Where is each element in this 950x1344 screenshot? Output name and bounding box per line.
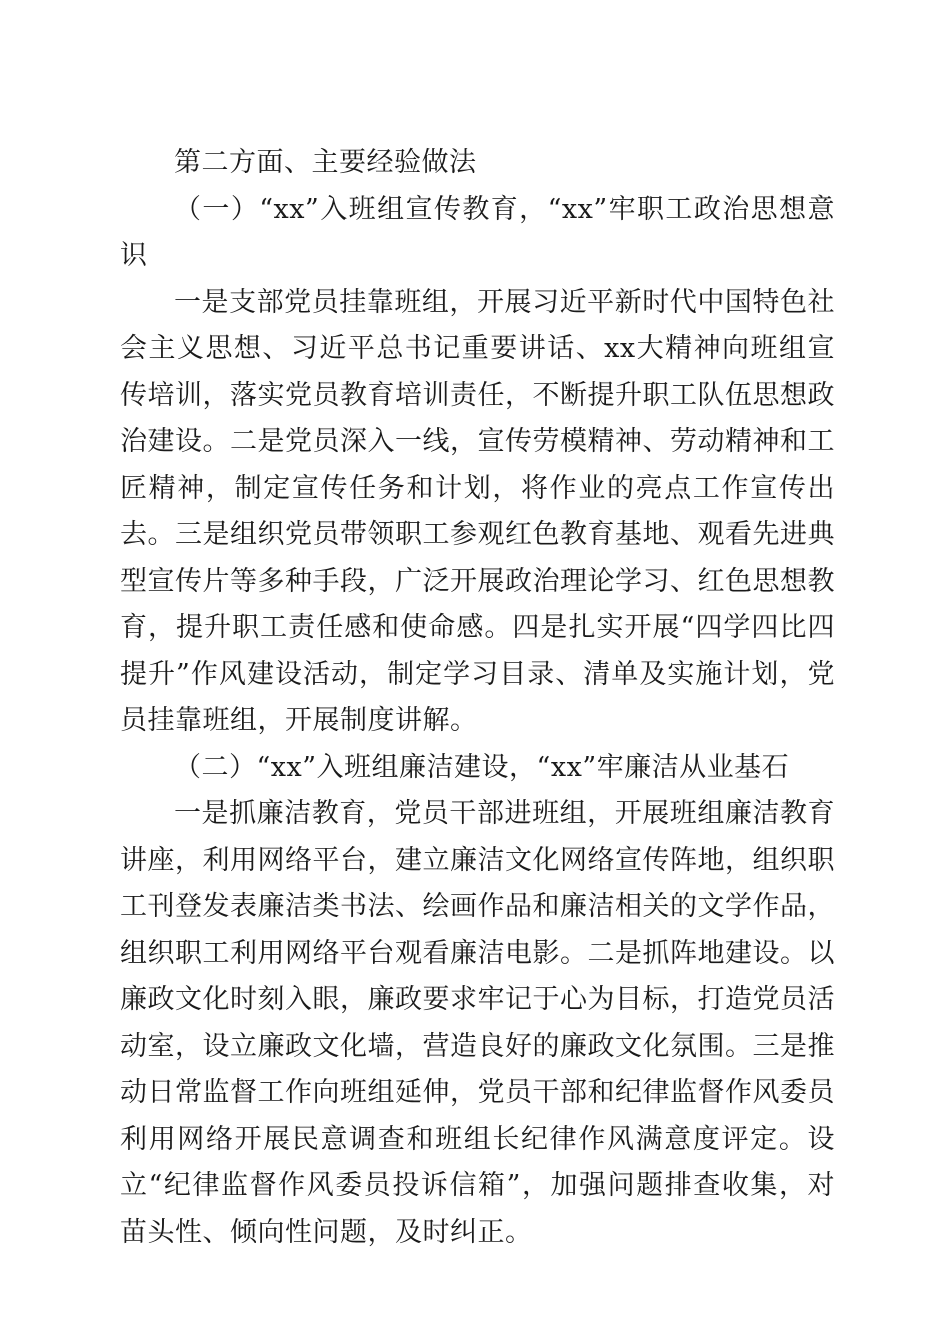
section-heading: 第二方面、主要经验做法 <box>174 147 477 178</box>
subsection-1-body: 一是支部党员挂靠班组，开展习近平新时代中国特色社会主义思想、习近平总书记重要讲话、xx大精神向班组宣传培训，落实党员教育培训责任，不断提升职工队伍思想政治建设。二是党员深入一线，宣传劳模精神、劳动精神和工匠精神，制定宣传任务和计划，将作业的亮点工作宣传出去。三是组织党员带领职工参观红色教育基地、观看先进典型宣传片等多种手段，广泛开展政治理论学习、红色思想教育，提升职工责任感和使命感。四是扎实开展“四学四比四提升”作风建设活动，制定学习目录、清单及实施计划，党员挂靠班组，开展制度讲解。 <box>120 286 835 736</box>
document-body <box>120 140 835 1256</box>
subsection-2-heading: （二）“xx”入班组廉洁建设，“xx”牢廉洁从业基石 <box>174 751 790 783</box>
subsection-1-heading: （一）“xx”入班组宣传教育，“xx”牢职工政治思想意识 <box>120 193 835 271</box>
subsection-2-body: 一是抓廉洁教育，党员干部进班组，开展班组廉洁教育讲座，利用网络平台，建立廉洁文化网络宣传阵地，组织职工刊登发表廉洁类书法、绘画作品和廉洁相关的文学作品，组织职工利用网络平台观看廉洁电影。二是抓阵地建设。以廉政文化时刻入眼，廉政要求牢记于心为目标，打造党员活动室，设立廉政文化墙，营造良好的廉政文化氛围。三是推动日常监督工作向班组延伸，党员干部和纪律监督作风委员利用网络开展民意调查和班组长纪律作风满意度评定。设立“纪律监督作风委员投诉信箱”，加强问题排查收集，对苗头性、倾向性问题，及时纠正。 <box>120 798 835 1248</box>
